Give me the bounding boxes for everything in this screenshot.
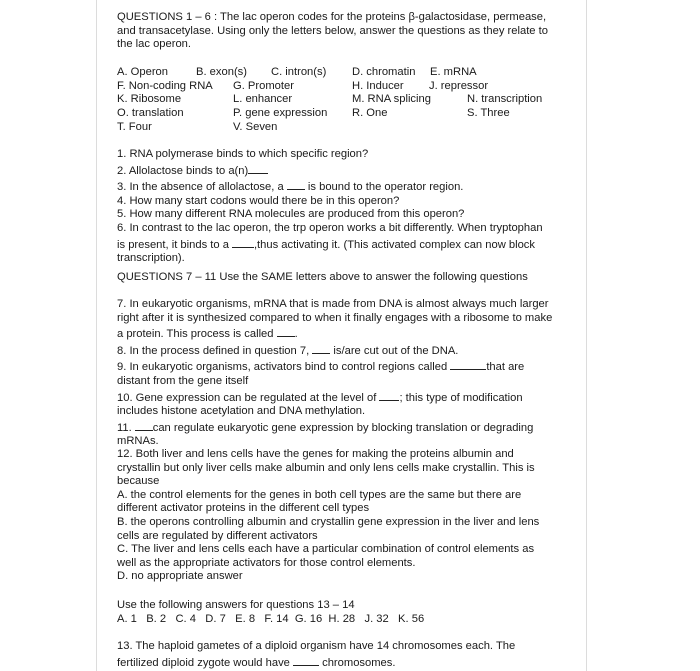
question-8-text-a: 8. In the process defined in question 7, (117, 344, 310, 357)
question-3 (117, 178, 581, 195)
option-j: J. repressor (429, 80, 489, 92)
answer-blank[interactable] (277, 325, 295, 337)
question-10-text-a: 10. Gene expression can be regulated at the level of (117, 391, 377, 404)
question-6-text-a: is present, it binds to a (117, 238, 229, 251)
question-11-number: 11. (117, 421, 132, 434)
question-8 (117, 342, 581, 359)
answer-blank[interactable] (232, 236, 254, 248)
option-k: K. Ribosome (117, 93, 182, 105)
questions-7-11 (117, 298, 581, 449)
option-f: F. Non-coding RNA (117, 80, 213, 92)
question-3-text-a: 3. In the absence of allolactose, a (117, 181, 284, 194)
question-10-text-b: ; this type of modification (399, 391, 523, 404)
option-d: D. chromatin (352, 66, 416, 78)
intro-line-3: the lac operon. (117, 38, 192, 51)
question-12-choice-c-line-1: C. The liver and lens cells each have a particular combination of control elements as (117, 543, 535, 556)
question-10-line-1 (117, 389, 581, 406)
option-o: O. translation (117, 107, 184, 119)
question-13-line-1: 13. The haploid gametes of a diploid organism have 14 chromosomes each. The (117, 640, 516, 652)
section-1-heading: QUESTIONS 1 – 6 : (117, 11, 218, 23)
question-12 (117, 448, 581, 584)
option-s: S. Three (467, 107, 510, 119)
question-7-text: a protein. This process is called (117, 328, 274, 341)
intro-text: The lac operon codes for the proteins β-galactosidase, permease, (217, 11, 547, 23)
section-1-intro (117, 11, 581, 52)
option-g: G. Promoter (233, 80, 294, 92)
option-b: B. exon(s) (196, 66, 247, 78)
question-7-line-2: right after it is synthesized compared to when it finally engages with a ribosome to make (117, 311, 553, 324)
question-2 (117, 162, 581, 179)
question-1: 1. RNA polymerase binds to which specific region? (117, 148, 369, 160)
question-6-line-2 (117, 236, 581, 253)
question-9-text-a: 9. In eukaryotic organisms, activators bind to control regions called (117, 361, 448, 374)
question-12-choice-a-line-2: different activator proteins in the different cell types (117, 502, 370, 515)
question-10-line-2: includes histone acetylation and DNA methylation. (117, 405, 366, 418)
question-9-text-b: that are (486, 361, 525, 374)
question-7-line-1: 7. In eukaryotic organisms, mRNA that is made from DNA is almost always much larger (117, 298, 549, 310)
questions-13-14-intro: Use the following answers for questions 13 – 14 (117, 599, 355, 611)
question-12-choice-a-line-1: A. the control elements for the genes in both cell types are the same but there are (117, 488, 522, 501)
answer-blank[interactable] (379, 389, 399, 401)
question-11-line-2: mRNAs. (117, 435, 159, 448)
questions-13-14-answers: A. 1 B. 2 C. 4 D. 7 E. 8 F. 14 G. 16 H. 28 J. 32 K. 56 (117, 612, 425, 625)
page-left-edge (96, 0, 97, 671)
option-v: V. Seven (233, 121, 278, 133)
section-2 (117, 271, 581, 285)
question-9-line-1 (117, 358, 581, 375)
question-12-choice-d: D. no appropriate answer (117, 570, 243, 583)
option-a: A. Operon (117, 66, 168, 78)
question-3-text-b: is bound to the operator region. (307, 181, 464, 194)
option-n: N. transcription (467, 93, 543, 105)
intro-line-2: and transacetylase. Using only the letters below, answer the questions as they relate to (117, 24, 548, 37)
question-12-choice-b-line-1: B. the operons controlling albumin and crystallin gene expression in the liver and lens (117, 515, 540, 528)
answer-blank[interactable] (293, 654, 319, 666)
question-13 (117, 640, 581, 670)
question-11-text: can regulate eukaryotic gene expression by blocking translation or degrading (152, 421, 534, 434)
question-7-period: . (294, 328, 298, 341)
question-6-text-b: ,thus activating it. (This activated complex can now block (253, 238, 535, 251)
section-2-heading: QUESTIONS 7 – 11 Use the SAME letters above to answer the following questions (117, 271, 528, 283)
question-13-text-b: chromosomes. (322, 656, 396, 669)
question-9-line-2: distant from the gene itself (117, 374, 249, 387)
answer-blank[interactable] (450, 358, 486, 370)
answer-blank[interactable] (312, 342, 330, 354)
intro-line-1 (117, 11, 581, 25)
page-right-edge (586, 0, 587, 671)
question-12-line-2: crystallin but only liver cells make albumin and only lens cells make crystallin. This is (117, 461, 535, 474)
option-t: T. Four (117, 121, 152, 133)
question-13-text-a: fertilized diploid zygote would have (117, 656, 290, 669)
option-m: M. RNA splicing (352, 93, 431, 105)
question-11-line-1 (117, 419, 581, 436)
question-5: 5. How many different RNA molecules are produced from this operon? (117, 208, 465, 221)
question-8-text-b: is/are cut out of the DNA. (333, 344, 459, 357)
question-13-line-2 (117, 654, 581, 671)
option-p: P. gene expression (233, 107, 328, 119)
questions-13-14 (117, 599, 581, 626)
option-r: R. One (352, 107, 388, 119)
question-12-choice-b-line-2: cells are regulated by different activators (117, 529, 318, 542)
question-6-line-1: 6. In contrast to the lac operon, the trp operon works a bit differently. When tryptophan (117, 221, 543, 234)
option-c: C. intron(s) (271, 66, 327, 78)
answer-blank[interactable] (248, 162, 268, 174)
question-12-line-3: because (117, 475, 160, 488)
question-12-choice-c-line-2: well as the appropriate activators for those control elements. (117, 556, 416, 569)
answer-blank[interactable] (287, 178, 305, 190)
question-7-line-3 (117, 325, 581, 342)
option-e: E. mRNA (430, 66, 477, 78)
question-4: 4. How many start codons would there be in this operon? (117, 194, 400, 207)
question-6-line-3: transcription). (117, 252, 185, 265)
option-h: H. Inducer (352, 80, 404, 92)
question-2-text: 2. Allolactose binds to a(n) (117, 164, 249, 177)
option-l: L. enhancer (233, 93, 293, 105)
answer-blank[interactable] (135, 419, 153, 431)
question-12-line-1: 12. Both liver and lens cells have the genes for making the proteins albumin and (117, 448, 514, 460)
questions-1-6 (117, 148, 581, 266)
